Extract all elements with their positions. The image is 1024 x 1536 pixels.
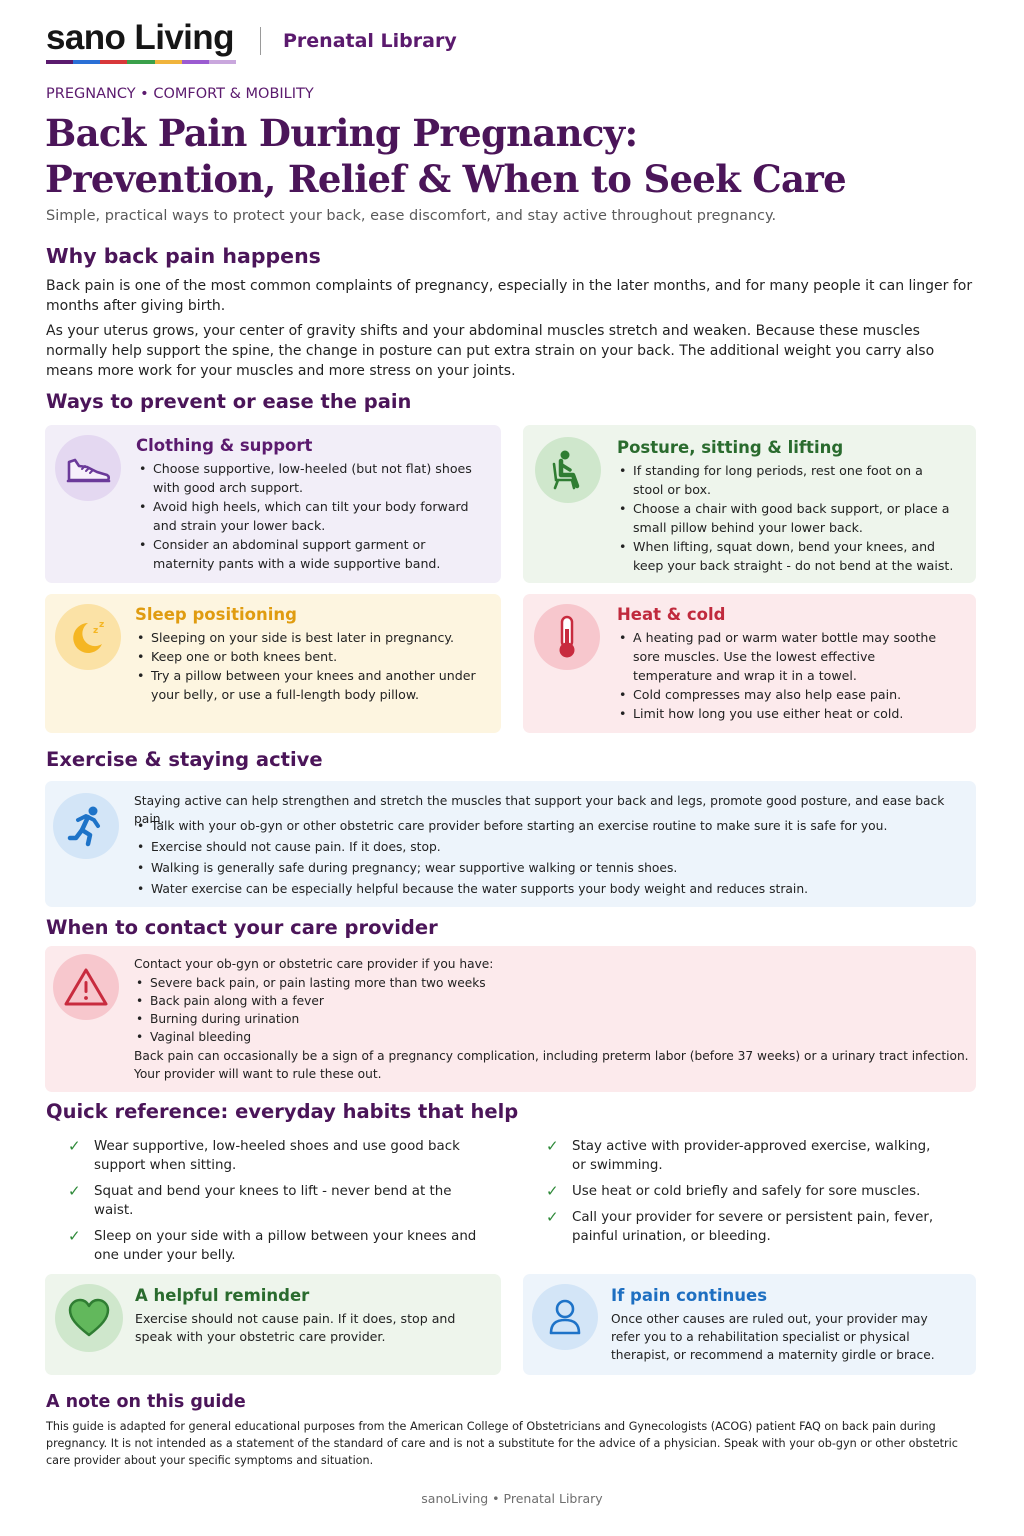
warning-icon — [53, 954, 119, 1020]
quick-list-right — [524, 1137, 944, 1253]
list-item: • Consider an abdominal support garment or maternity pants with a wide supportive band. — [137, 535, 477, 573]
list-item: ✓ Call your provider for severe or persistent pain, fever, painful urination, or bleeding. — [546, 1208, 934, 1244]
reminder-text: Exercise should not cause pain. If it does, stop and speak with your obstetric care provider. — [135, 1311, 456, 1344]
contact-card — [45, 946, 976, 1092]
title-line-2: Prevention, Relief & When to Seek Care — [45, 157, 846, 201]
list-item: • Exercise should not cause pain. If it does, stop. — [135, 837, 970, 858]
exercise-heading: Exercise & staying active — [46, 748, 323, 771]
clothing-card — [45, 425, 501, 583]
posture-card — [523, 425, 976, 583]
why-heading: Why back pain happens — [46, 244, 321, 268]
list-item: • Choose a chair with good back support, or place a small pillow behind your lower back. — [617, 499, 957, 537]
sleep-title: Sleep positioning — [135, 605, 297, 624]
list-item: • Water exercise can be especially helpful because the water supports your body weight and reduces strain. — [135, 879, 970, 900]
posture-list — [617, 461, 957, 575]
list-item: ✓ Stay active with provider-approved exercise, walking, or swimming. — [546, 1137, 931, 1173]
eyebrow: PREGNANCY • COMFORT & MOBILITY — [46, 86, 314, 102]
continues-text: Once other causes are ruled out, your provider may refer you to a rehabilitation specialist or physical therapist, or recommend a maternity girdle or brace. — [611, 1312, 935, 1362]
check-icon: ✓ — [546, 1182, 559, 1200]
list-item: • Choose supportive, low-heeled (but not flat) shoes with good arch support. — [137, 459, 477, 497]
exercise-list — [135, 816, 970, 900]
prevent-heading: Ways to prevent or ease the pain — [46, 390, 412, 413]
thermometer-icon — [534, 604, 600, 670]
subtitle: Simple, practical ways to protect your back, ease discomfort, and stay active throughout pregnancy. — [46, 208, 777, 224]
list-item: • Avoid high heels, which can tilt your body forward and strain your lower back. — [137, 497, 477, 535]
list-item: ✓ Sleep on your side with a pillow between your knees and one under your belly. — [68, 1227, 477, 1263]
list-item: • Back pain along with a fever — [134, 992, 969, 1010]
brand-logo — [46, 18, 236, 64]
posture-title: Posture, sitting & lifting — [617, 438, 844, 457]
note-heading: A note on this guide — [46, 1392, 246, 1412]
person-icon — [532, 1284, 598, 1350]
contact-outro-line-2: Your provider will want to rule these out. — [134, 1067, 382, 1081]
title-line-1: Back Pain During Pregnancy: — [45, 111, 638, 155]
list-item: • If standing for long periods, rest one foot on a stool or box. — [617, 461, 957, 499]
continues-card — [523, 1274, 976, 1375]
list-item: • Burning during urination — [134, 1010, 969, 1028]
why-paragraph-1: Back pain is one of the most common complaints of pregnancy, especially in the later months, and for many people it can linger for months after giving birth. — [46, 278, 973, 314]
sleep-card — [45, 594, 501, 733]
brand-color-bar — [46, 60, 236, 64]
check-icon: ✓ — [546, 1208, 559, 1226]
svg-text:z: z — [93, 626, 99, 636]
list-item: • Limit how long you use either heat or cold. — [617, 704, 957, 723]
list-item: • Sleeping on your side is best later in pregnancy. — [135, 628, 480, 647]
moon-icon — [55, 604, 121, 670]
check-icon: ✓ — [68, 1227, 81, 1245]
reminder-title: A helpful reminder — [135, 1286, 310, 1305]
contact-intro: Contact your ob-gyn or obstetric care provider if you have: — [134, 957, 494, 971]
reminder-card — [45, 1274, 501, 1375]
section-name: Prenatal Library — [283, 30, 457, 52]
check-icon: ✓ — [546, 1137, 559, 1155]
contact-outro — [134, 1047, 969, 1083]
contact-heading: When to contact your care provider — [46, 916, 438, 939]
contact-list — [134, 974, 969, 1046]
list-item: • Keep one or both knees bent. — [135, 647, 480, 666]
shoe-icon — [55, 435, 121, 501]
heat-title: Heat & cold — [617, 605, 726, 624]
exercise-card — [45, 781, 976, 907]
header — [46, 18, 457, 64]
heat-list — [617, 628, 957, 723]
list-item: ✓ Use heat or cold briefly and safely for sore muscles. — [546, 1182, 921, 1200]
clothing-list — [137, 459, 477, 573]
heart-icon — [55, 1284, 123, 1352]
list-item: • Cold compresses may also help ease pain. — [617, 685, 957, 704]
list-item: ✓ Squat and bend your knees to lift - never bend at the waist. — [68, 1182, 452, 1218]
heat-card — [523, 594, 976, 733]
exercise-intro: Staying active can help strengthen and stretch the muscles that support your back and legs, promote good posture, and ease back pain. — [134, 794, 945, 826]
quick-heading: Quick reference: everyday habits that help — [46, 1100, 519, 1123]
list-item: • Severe back pain, or pain lasting more than two weeks — [134, 974, 969, 992]
running-person-icon — [53, 793, 119, 859]
footer: sanoLiving • Prenatal Library — [421, 1491, 603, 1506]
clothing-title: Clothing & support — [136, 436, 313, 455]
contact-outro-line-1: Back pain can occasionally be a sign of a pregnancy complication, including preterm labor (before 37 weeks) or a urinary tract infection. — [134, 1049, 969, 1063]
list-item: • Talk with your ob-gyn or other obstetric care provider before starting an exercise routine to make sure it is safe for you. — [135, 816, 970, 837]
page-title — [45, 110, 846, 202]
svg-text:z: z — [99, 620, 105, 630]
why-paragraph-2: As your uterus grows, your center of gravity shifts and your abdominal muscles stretch and weaken. Because these muscles normally help support the spine, the change in posture can put extra strain on your back. The additional weight you carry also means more work for your muscles and more stress on your joints. — [46, 323, 935, 379]
list-item: • A heating pad or warm water bottle may soothe sore muscles. Use the lowest effective temperature and wrap it in a towel. — [617, 628, 957, 685]
note-text: This guide is adapted for general educational purposes from the American College of Obstetricians and Gynecologists (ACOG) patient FAQ on back pain during pregnancy. It is not intended as a statement of the standard of care and is not a substitute for the advice of a physician. Speak with your ob-gyn or other obstetric care provider about your specific symptoms and situation. — [46, 1420, 958, 1467]
sleep-list — [135, 628, 480, 704]
list-item: • Vaginal bleeding — [134, 1028, 969, 1046]
continues-title: If pain continues — [611, 1286, 768, 1305]
sitting-person-icon — [535, 437, 601, 503]
quick-list-left — [46, 1137, 486, 1272]
list-item: • Try a pillow between your knees and another under your belly, or use a full-length body pillow. — [135, 666, 480, 704]
header-divider — [260, 27, 261, 55]
list-item: • When lifting, squat down, bend your knees, and keep your back straight - do not bend at the waist. — [617, 537, 957, 575]
check-icon: ✓ — [68, 1137, 81, 1155]
list-item: ✓ Wear supportive, low-heeled shoes and use good back support when sitting. — [68, 1137, 460, 1173]
check-icon: ✓ — [68, 1182, 81, 1200]
list-item: • Walking is generally safe during pregnancy; wear supportive walking or tennis shoes. — [135, 858, 970, 879]
brand-name: sano Living — [46, 18, 234, 57]
